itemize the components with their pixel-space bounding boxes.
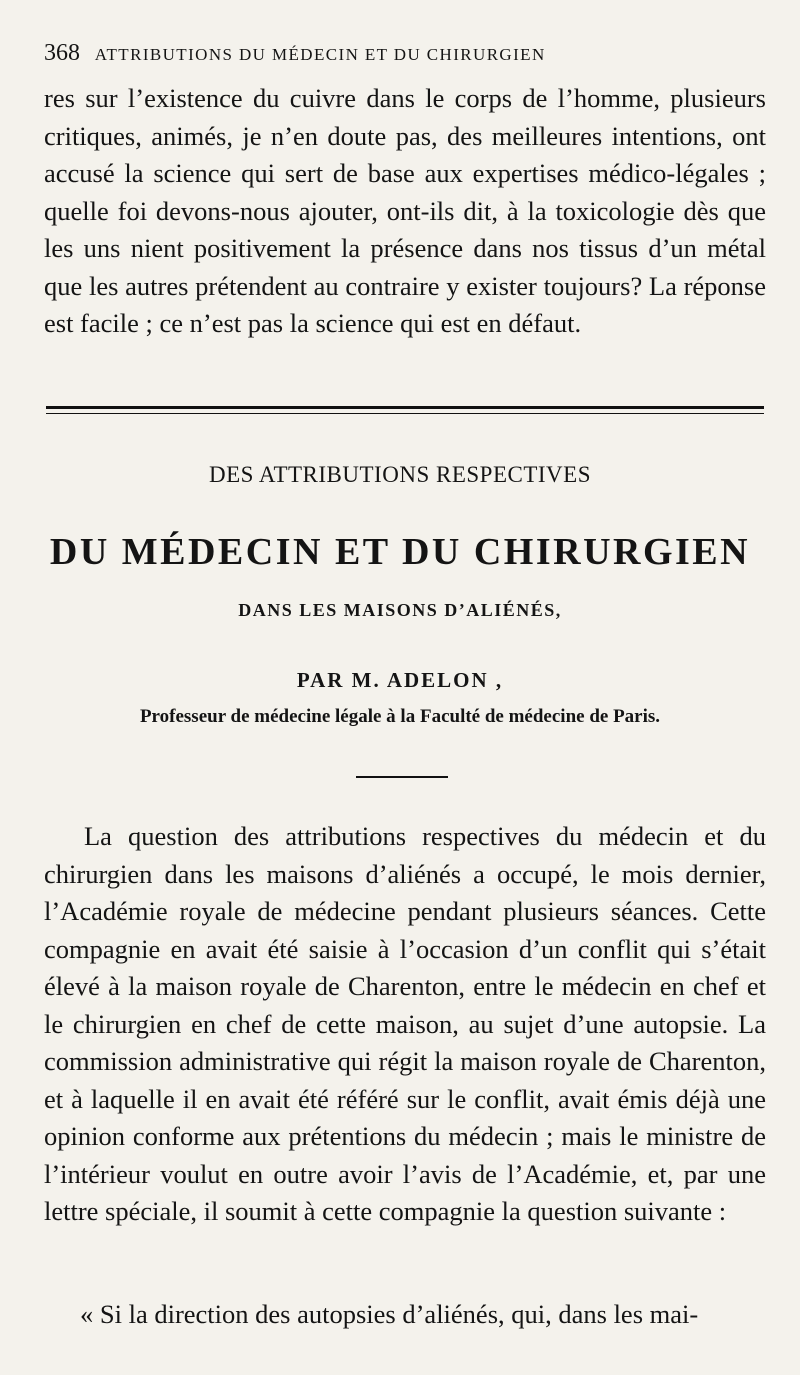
short-divider [356, 776, 448, 778]
article-title-line1: DES ATTRIBUTIONS RESPECTIVES [208, 462, 592, 487]
running-header [44, 40, 766, 67]
top-paragraph: res sur l’existence du cuivre dans le corps de l’homme, plusieurs critiques, animés, je n’en doute pas, des meilleures intentions, ont accusé la science qui sert de base aux expertises médico-légales ; quelle foi devons-nous ajouter, ont-ils dit, à la toxicologie dès que les uns nient positivement la présence dans nos tissus d’un métal que les autres prétendent au contraire y exister toujours? La réponse est facile ; ce n’est pas la science qui est en défaut. [44, 83, 766, 338]
body-paragraph: La question des attributions respectives du médecin et du chirurgien dans les maisons d’aliénés a occupé, le mois dernier, l’Académie royale de médecine pendant plusieurs séances. Cette compagnie en avait été saisie à l’occasion d’un conflit qui s’était élevé à la maison royale de Charenton, entre le médecin en chef et le chirurgien en chef de cette maison, au sujet d’une autopsie. La commission administrative qui régit la maison royale de Charenton, et à laquelle il en avait été référé sur le conflit, avait émis déjà une opinion conforme aux prétentions du médecin ; mais le ministre de l’intérieur voulut en outre avoir l’avis de l’Académie, et, par une lettre spéciale, il soumit à cette compagnie la question suivante : [44, 821, 766, 1226]
quote-paragraph: « Si la direction des autopsies d’aliénés, qui, dans les mai- [80, 1299, 699, 1329]
section-divider [46, 406, 764, 414]
article-author: PAR M. ADELON , [296, 668, 504, 692]
page-number: 368 [44, 40, 80, 66]
article-title-main: DU MÉDECIN ET DU CHIRURGIEN [49, 531, 751, 573]
article-title-line3: DANS LES MAISONS D’ALIÉNÉS, [238, 600, 562, 620]
running-title: ATTRIBUTIONS DU MÉDECIN ET DU CHIRURGIEN [94, 45, 546, 64]
author-affiliation: Professeur de médecine légale à la Faculté de médecine de Paris. [139, 706, 661, 727]
